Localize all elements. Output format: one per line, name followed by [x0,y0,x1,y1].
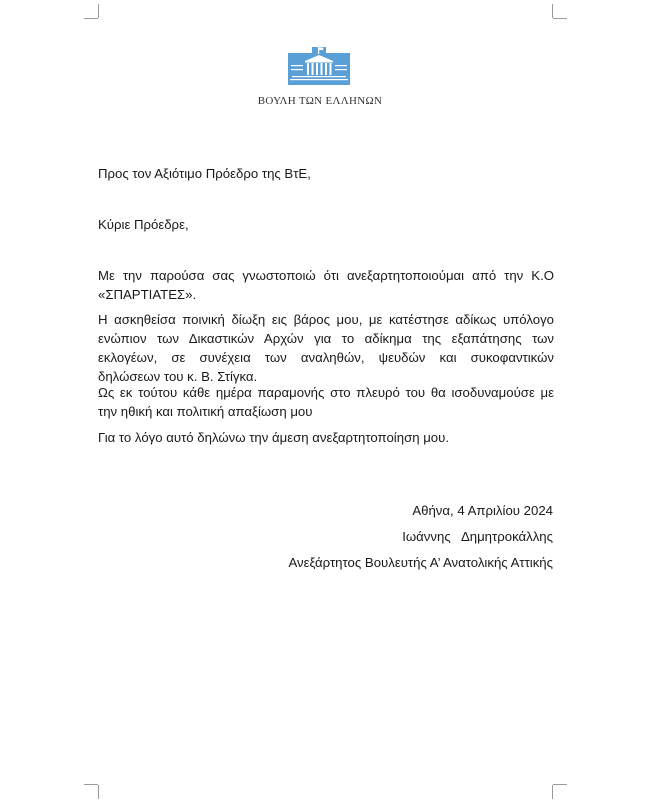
signatory-title: Ανεξάρτητος Βουλευτής Α’ Ανατολικής Αττικής [288,555,553,570]
crop-mark-top-right-h [553,18,567,19]
place-date: Αθήνα, 4 Απριλίου 2024 [412,503,553,518]
paragraph-line: δηλώσεων του κ. Β. Στίγκα. [98,369,258,384]
paragraph-line: εκλογέων, σε συνέχεια των αναληθών, ψευδών και συκοφαντικών [98,350,554,365]
paragraph-line: ενώπιον των Δικαστικών Αρχών για το αδίκημα της εξαπάτησης των [98,331,554,346]
crop-mark-top-left-v [98,4,99,18]
crop-mark-top-left-h [84,18,98,19]
hellenic-parliament-building-icon [288,47,350,85]
crop-mark-bottom-right-v [552,785,553,799]
paragraph-line: «ΣΠΑΡΤΙΑΤΕΣ». [98,287,197,302]
org-name: ΒΟΥΛΗ ΤΩΝ ΕΛΛΗΝΩΝ [257,95,383,107]
crop-mark-bottom-right-h [553,784,567,785]
addressee: Προς τον Αξιότιμο Πρόεδρο της ΒτΕ, [98,166,311,181]
crop-mark-bottom-left-v [98,785,99,799]
paragraph-line: Η ασκηθείσα ποινική δίωξη εις βάρος μου, με κατέστησε αδίκως υπόλογο [98,312,554,327]
salutation: Κύριε Πρόεδρε, [98,217,189,232]
paragraph-line: Με την παρούσα σας γνωστοποιώ ότι ανεξαρτητοποιούμαι από την Κ.Ο [98,268,554,283]
paragraph-4: Για το λόγο αυτό δηλώνω την άμεση ανεξαρτητοποίηση μου. [98,430,450,445]
paragraph-line: Ως εκ τούτου κάθε ημέρα παραμονής στο πλευρό του θα ισοδυναμούσε με [98,385,554,400]
crop-mark-bottom-left-h [84,784,98,785]
paragraph-line: την ηθική και πολιτική απαξίωση μου [98,404,313,419]
crop-mark-top-right-v [552,4,553,18]
signatory-name: Ιωάννης Δημητροκάλλης [402,529,553,544]
